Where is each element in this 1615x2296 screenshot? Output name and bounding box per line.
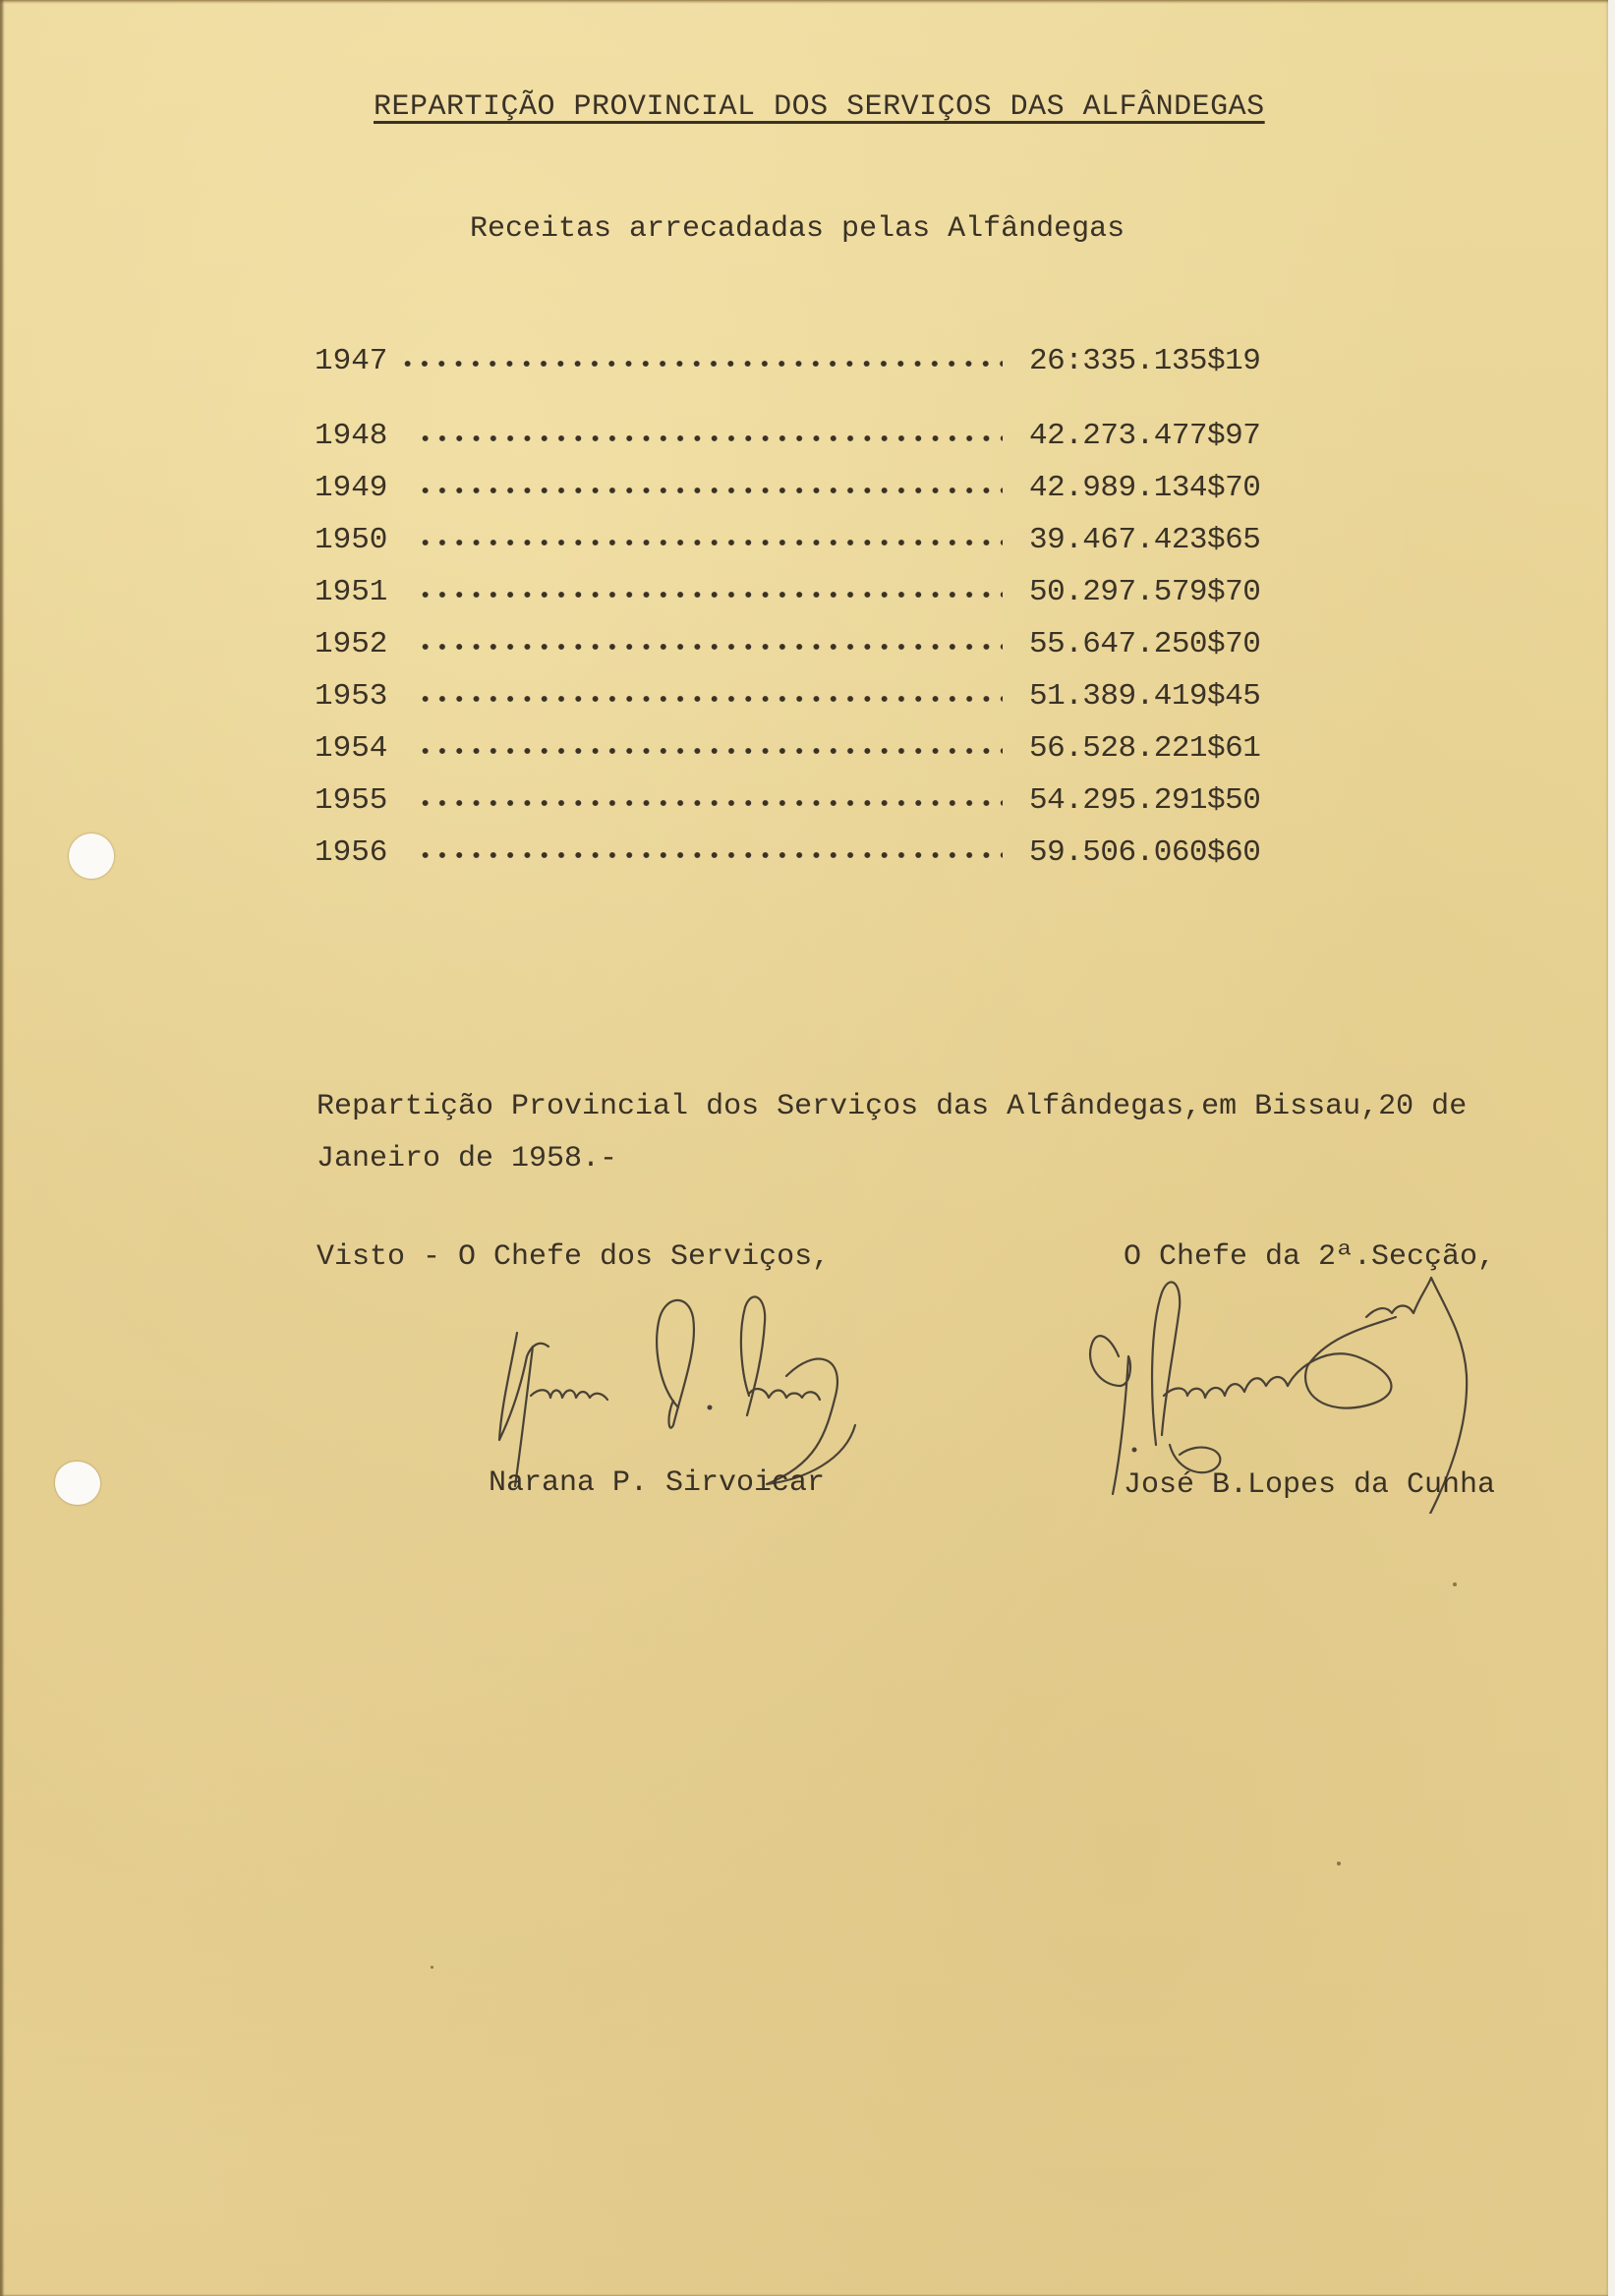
right-signatory-caption: O Chefe da 2ª.Secção, (1124, 1240, 1496, 1274)
year-cell: 1952 (315, 627, 388, 661)
punch-hole (69, 833, 114, 879)
table-row (315, 344, 1298, 383)
left-signatory-caption: Visto - O Chefe dos Serviços, (317, 1240, 831, 1274)
table-row (315, 419, 1298, 458)
amount-cell: 55.647.250$70 (1029, 627, 1261, 661)
table-row (315, 783, 1298, 823)
dot-leader (413, 741, 1003, 761)
amount-cell: 56.528.221$61 (1029, 731, 1261, 766)
document-subtitle: Receitas arrecadadas pelas Alfândegas (470, 212, 1125, 246)
year-cell: 1953 (315, 679, 388, 714)
dot-leader (413, 637, 1003, 657)
year-cell: 1948 (315, 419, 388, 453)
dot-leader (395, 354, 1003, 373)
table-row (315, 835, 1298, 875)
year-cell: 1947 (315, 344, 388, 378)
amount-cell: 42.989.134$70 (1029, 471, 1261, 505)
amount-cell: 26:335.135$19 (1029, 344, 1261, 378)
year-cell: 1955 (315, 783, 388, 818)
year-cell: 1954 (315, 731, 388, 766)
year-cell: 1951 (315, 575, 388, 609)
punch-hole (55, 1462, 100, 1505)
dot-leader (413, 689, 1003, 709)
dot-leader (413, 845, 1003, 865)
dot-leader (413, 793, 1003, 813)
year-cell: 1956 (315, 835, 388, 870)
year-cell: 1949 (315, 471, 388, 505)
closing-line-1: Repartição Provincial dos Serviços das Alfândegas,em Bissau,20 de (317, 1090, 1468, 1123)
paper-speck (1337, 1862, 1341, 1866)
table-row (315, 679, 1298, 718)
document-header-title: REPARTIÇÃO PROVINCIAL DOS SERVIÇOS DAS ALFÂNDEGAS (374, 90, 1265, 124)
right-signatory-name: José B.Lopes da Cunha (1124, 1468, 1496, 1502)
paper-speck (1453, 1582, 1457, 1586)
dot-leader (413, 481, 1003, 500)
dot-leader (413, 533, 1003, 552)
table-row (315, 731, 1298, 771)
table-row (315, 575, 1298, 614)
amount-cell: 51.389.419$45 (1029, 679, 1261, 714)
paper-edge (0, 0, 1608, 4)
year-cell: 1950 (315, 523, 388, 557)
closing-statement (317, 1081, 1594, 1185)
dot-leader (413, 585, 1003, 604)
table-row (315, 471, 1298, 510)
amount-cell: 39.467.423$65 (1029, 523, 1261, 557)
table-row (315, 627, 1298, 666)
closing-line-2: Janeiro de 1958.- (317, 1142, 618, 1176)
dot-leader (413, 429, 1003, 448)
paper-speck (431, 1966, 433, 1969)
amount-cell: 59.506.060$60 (1029, 835, 1261, 870)
left-signatory-name: Narana P. Sirvoicar (489, 1466, 826, 1500)
amount-cell: 50.297.579$70 (1029, 575, 1261, 609)
amount-cell: 42.273.477$97 (1029, 419, 1261, 453)
amount-cell: 54.295.291$50 (1029, 783, 1261, 818)
table-row (315, 523, 1298, 562)
